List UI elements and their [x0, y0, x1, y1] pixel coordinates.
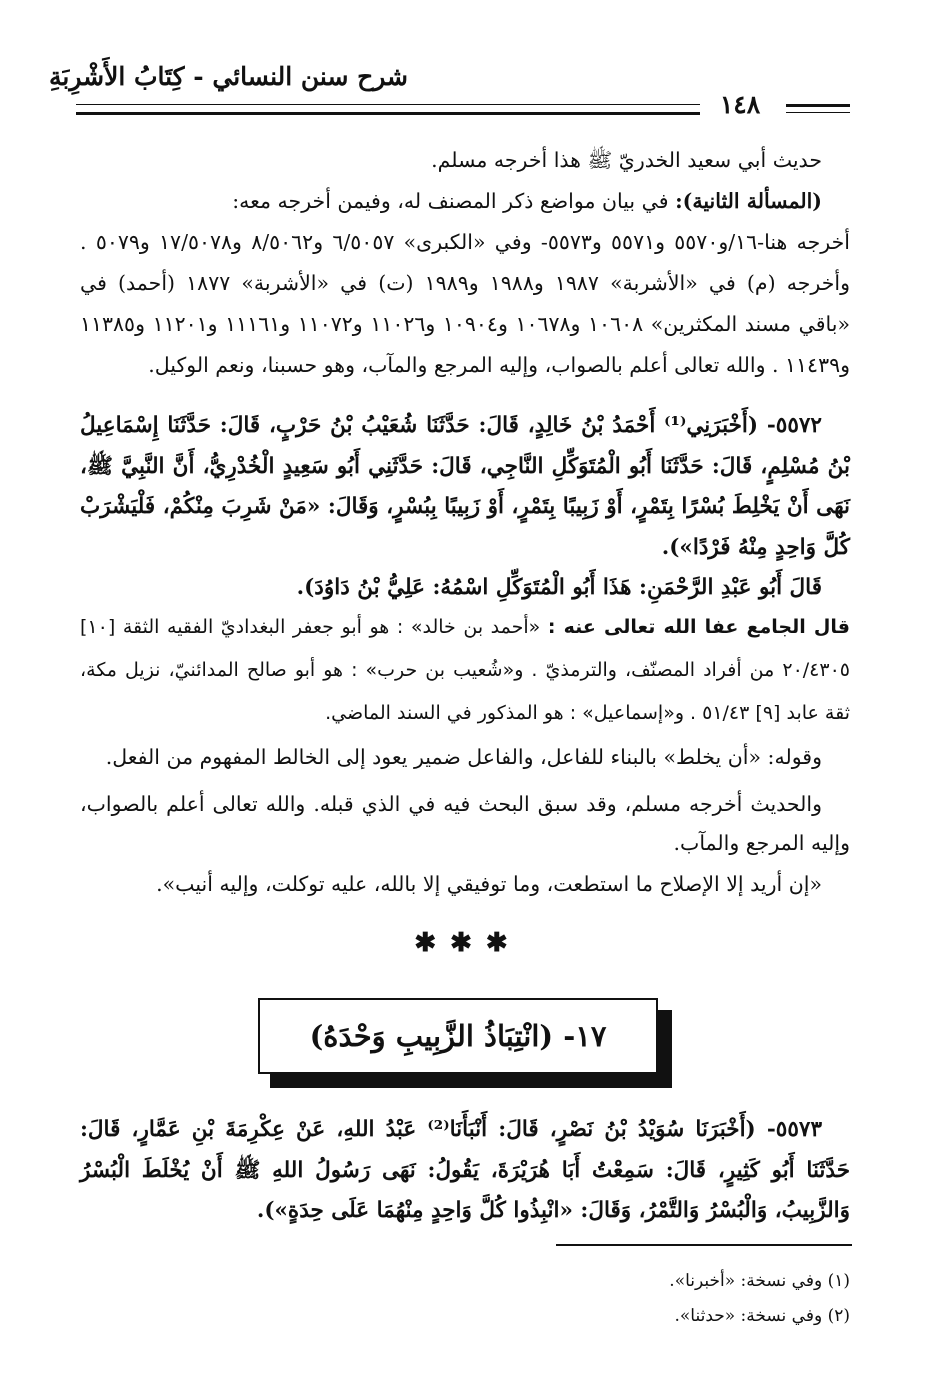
paragraph-urid: «إن أريد إلا الإصلاح ما استطعت، وما توفيقي إلا بالله، عليه توكلت، وإليه أنيب». [156, 872, 822, 896]
header-rule-short-thin [786, 112, 850, 113]
chapter-heading: ١٧- (انْتِبَاذُ الزَّبِيبِ وَحْدَهُ) [258, 998, 658, 1074]
paragraph-yakhlit: وقوله: «أن يخلط» بالبناء للفاعل، والفاعل ضمير يعود إلى الخالط المفهوم من الفعل. [105, 745, 822, 769]
footnotes [80, 1264, 850, 1334]
footnote-1: (١) وفي نسخة: «أخبرنا». [669, 1271, 850, 1291]
paragraph-masala-2 [80, 181, 850, 222]
header-rule-thin [76, 104, 700, 105]
hadith-5573 [80, 1110, 850, 1232]
masala-text: في بيان مواضع ذكر المصنف له، وفيمن أخرجه معه: [232, 189, 676, 213]
jami-text: «أحمد بن خالد» : هو أبو جعفر البغداديّ الفقيه الثقة [١٠] ٢٠/٤٣٠٥ من أفراد المصنّف، والترمذيّ . و«شُعيب بن حرب» : هو أبو صالح المدائنيّ، نزيل مكة، ثقة عابد [٩] ٥١/٤٣ . و«إسماعيل» : هو المذكور في السند الماضي. [80, 616, 850, 724]
paragraph-takhrij-intro: حديث أبي سعيد الخدريّ ﷺ هذا أخرجه مسلم. [431, 148, 822, 172]
paragraph-takhrij-list: أخرجه هنا-١٦/و٥٥٧٠ و٥٥٧١ و٥٥٧٣- وفي «الكبرى» ٦/٥٠٥٧ و٨/٥٠٦٢ و١٧/٥٠٧٨ و٥٠٧٩ . وأخرجه (م) في «الأشربة» ١٩٨٧ و١٩٨٨ و١٩٨٩ (ت) في «الأشربة» ١٨٧٧ (أحمد) في «باقي مسند المكثرين» ١٠٦٠٨ و١٠٦٧٨ و١٠٩٠٤ و١١٠٢٦ و١١٠٧٢ و١١١٦١ و١١٢٠١ و١١٣٨٥ و١١٤٣٩ . والله تعالى أعلم بالصواب، وإليه المرجع والمآب، وهو حسبنا، ونعم الوكيل. [80, 230, 851, 377]
hadith-5573-text: ٥٥٧٣- (أَخْبَرَنَا سُوَيْدُ بْنُ نَصْرٍ، قَالَ: أَنْبَأَنَا⁽²⁾ عَبْدُ اللهِ، عَنْ عِكْرِمَةَ بْنِ عَمَّارٍ، قَالَ: حَدَّثَنَا أَبُو كَثِيرٍ، قَالَ: سَمِعْتُ أَبَا هُرَيْرَةَ، يَقُولُ: نَهَى رَسُولُ اللهِ ﷺ أَنْ يُخْلَطَ الْبُسْرُ وَالزَّبِيبُ، وَالْبُسْرُ وَالتَّمْرُ، وَقَالَ: «انْبِذُوا كُلَّ وَاحِدٍ مِنْهُمَا عَلَى حِدَةٍ»). [80, 1117, 850, 1223]
hadith-5572 [80, 406, 850, 609]
section-separator-stars: ✱✱✱ [414, 928, 522, 958]
main-text-lower [80, 738, 850, 904]
header-rule-short [786, 104, 850, 107]
jami-label: قال الجامع عفا الله تعالى عنه : [547, 616, 850, 638]
commentary [80, 606, 850, 735]
masala-label: (المسألة الثانية): [675, 189, 822, 213]
running-header-title: شرح سنن النسائي - كِتَابُ الأَشْرِبَةِ [48, 62, 408, 91]
abu-abdurrahman-note: قَالَ أَبُو عَبْدِ الرَّحْمَنِ: هَذَا أَبُو الْمُتَوَكِّلِ اسْمُهُ: عَلِيُّ بْنُ دَاوُدَ). [296, 575, 822, 600]
page-number: ١٤٨ [719, 90, 761, 119]
footnote-rule [556, 1244, 852, 1246]
header-rule [76, 112, 700, 115]
main-text-upper [80, 140, 850, 386]
footnote-2: (٢) وفي نسخة: «حدثنا». [674, 1306, 850, 1326]
paragraph-akhrajahu: والحديث أخرجه مسلم، وقد سبق البحث فيه في الذي قبله. والله تعالى أعلم بالصواب، وإليه المرجع والمآب. [80, 792, 850, 855]
paragraph-jami [80, 606, 850, 735]
hadith-5572-text: ٥٥٧٢- (أَخْبَرَنِي⁽¹⁾ أَحْمَدُ بْنُ خَالِدٍ، قَالَ: حَدَّثَنَا شُعَيْبُ بْنُ حَرْبٍ، قَالَ: حَدَّثَنَا إِسْمَاعِيلُ بْنُ مُسْلِمٍ، قَالَ: حَدَّثَنَا أَبُو الْمُتَوَكِّلِ النَّاجِي، قَالَ: حَدَّثَنِي أَبُو سَعِيدٍ الْخُدْرِيُّ، أَنَّ النَّبِيَّ ﷺ، نَهَى أَنْ يَخْلِطَ بُسْرًا بِتَمْرٍ، أَوْ زَبِيبًا بِتَمْرٍ، أَوْ زَبِيبًا بِبُسْرٍ، وَقَالَ: «مَنْ شَرِبَ مِنْكُمْ، فَلْيَشْرَبْ كُلَّ وَاحِدٍ مِنْهُ فَرْدًا»). [80, 413, 850, 560]
